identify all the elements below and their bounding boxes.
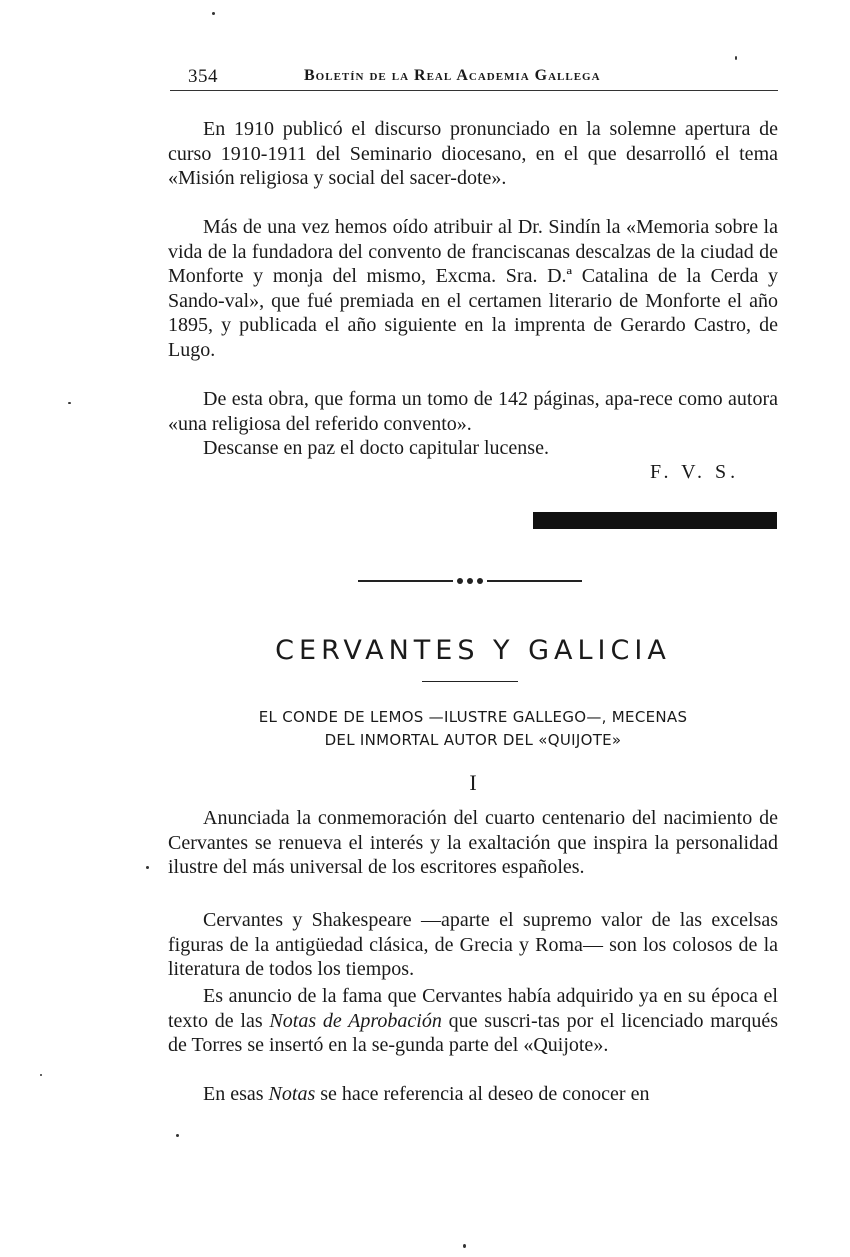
obituary-paragraph: Descanse en paz el docto capitular lucense.: [203, 437, 549, 459]
article-paragraph: [168, 984, 778, 1058]
subtitle-line: DEL INMORTAL AUTOR DEL «QUIJOTE»: [324, 731, 622, 749]
article-subtitle: [168, 706, 778, 752]
italic-title: Notas de Aprobación: [269, 1009, 442, 1032]
page-number: 354: [188, 66, 218, 87]
article-paragraph: Anunciada la conmemoración del cuarto centenario del nacimiento de Cervantes se renueva el interés y la exaltación que inspira la personalidad ilustre del más universal de los escritores españoles.: [168, 807, 778, 878]
section-number: I: [469, 770, 477, 795]
ornament-dot: [457, 578, 463, 584]
ornament-line-left: [358, 580, 453, 582]
article-paragraph: [168, 1082, 778, 1107]
journal-title: Boletín de la Real Academia Gallega: [304, 67, 601, 84]
ornamental-divider: [358, 574, 582, 588]
scan-speck: [212, 12, 215, 15]
text-run: se hace referencia al deseo de conocer en: [315, 1083, 650, 1105]
running-head: [170, 62, 778, 91]
text-run: En esas: [203, 1083, 269, 1105]
text-run: Es anuncio de la fama que Cervantes había adquirido ya en su época el texto de las: [168, 985, 778, 1032]
scan-speck: [146, 866, 149, 869]
title-rule: [422, 681, 518, 682]
scan-speck: [40, 1074, 42, 1076]
obituary-paragraph: En 1910 publicó el discurso pronunciado en la solemne apertura de curso 1910-1911 del Seminario diocesano, en el que desarrolló el tema «Misión religiosa y social del sacer-dote».: [168, 118, 778, 189]
scan-speck: [735, 56, 737, 60]
article-title: CERVANTES Y GALICIA: [275, 635, 671, 666]
scan-speck: [176, 1134, 179, 1137]
scan-speck: [463, 1244, 466, 1248]
black-bar-divider: [533, 512, 777, 529]
article-paragraph: Cervantes y Shakespeare —aparte el supremo valor de las excelsas figuras de la antigüedad clásica, de Grecia y Roma— son los colosos de la literatura de todos los tiempos.: [168, 909, 778, 980]
text-run: que suscri-tas por el licenciado marqués de Torres se insertó en la se-gunda parte del «Quijote».: [168, 1009, 778, 1056]
ornament-dot: [477, 578, 483, 584]
author-initials: F. V. S.: [650, 461, 740, 483]
obituary-paragraph: De esta obra, que forma un tomo de 142 páginas, apa-rece como autora «una religiosa del referido convento».: [168, 388, 778, 435]
italic-title: Notas: [268, 1083, 316, 1105]
ornament-line-right: [487, 580, 582, 582]
ornament-dot: [467, 578, 473, 584]
scan-speck: [68, 402, 71, 404]
obituary-paragraph: Más de una vez hemos oído atribuir al Dr. Sindín la «Memoria sobre la vida de la fundadora del convento de franciscanas descalzas de la ciudad de Monforte y monja del mismo, Excma. Sra. D.ª Catalina de la Cerda y Sando-val», que fué premiada en el certamen literario de Monforte el año 1895, y publicada el año siguiente en la imprenta de Gerardo Castro, de Lugo.: [168, 216, 778, 361]
subtitle-line: EL CONDE DE LEMOS —ILUSTRE GALLEGO—, MECENAS: [258, 708, 688, 726]
